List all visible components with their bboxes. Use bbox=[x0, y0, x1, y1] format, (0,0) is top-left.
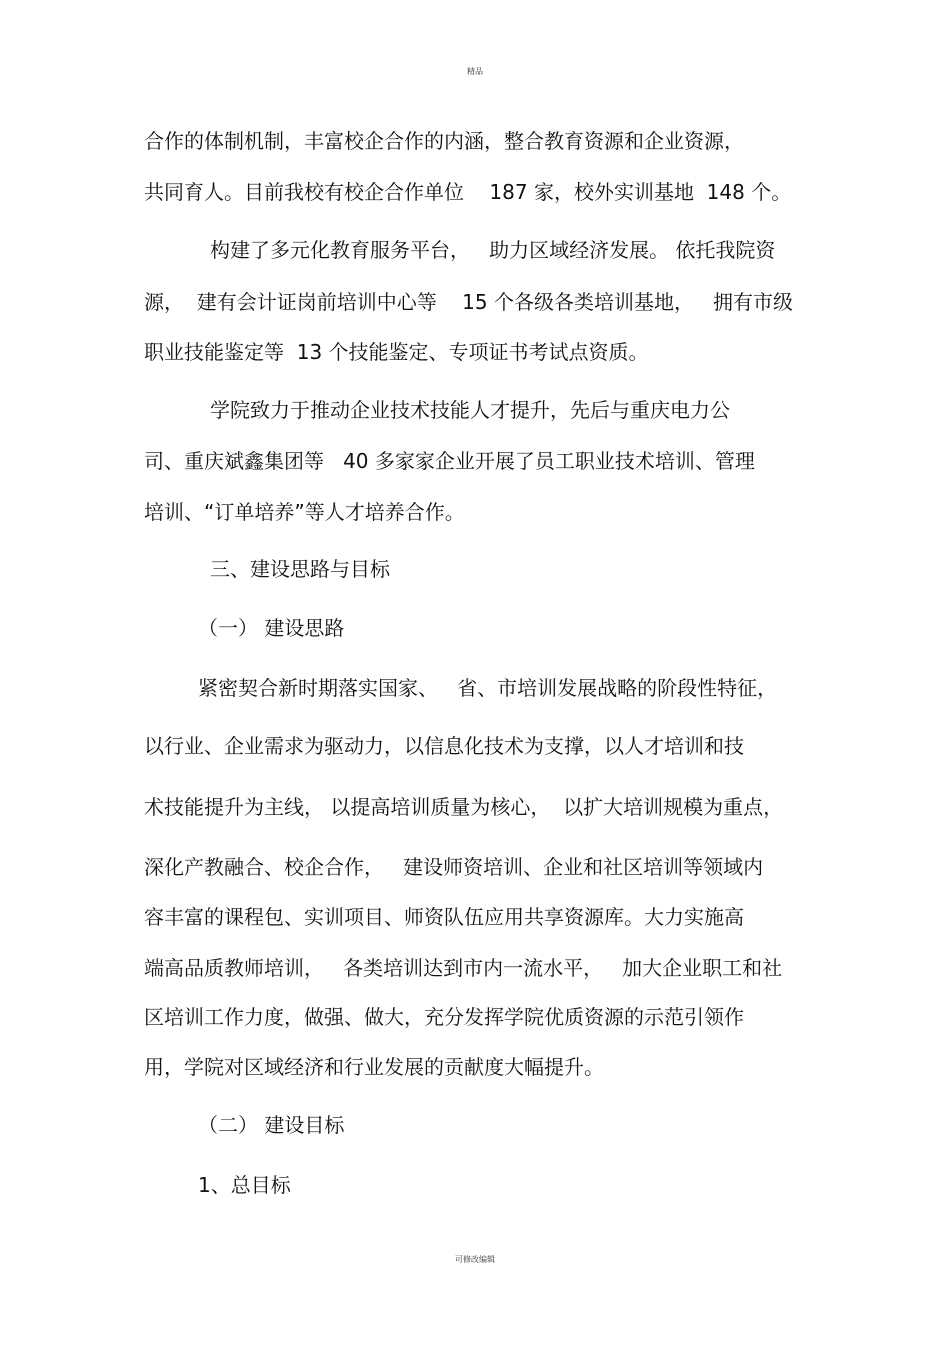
text-line-7: 司、重庆斌鑫集团等 40 多家家企业开展了员工职业技术培训、管理 bbox=[144, 449, 755, 473]
text-line-2: 共同育人。目前我校有校企合作单位 187 家，校外实训基地 148 个。 bbox=[144, 180, 792, 204]
text-line-15: 区培训工作力度，做强、做大，充分发挥学院优质资源的示范引领作 bbox=[144, 1005, 744, 1029]
text-line-11: 术技能提升为主线， 以提高培训质量为核心， 以扩大培训规模为重点， bbox=[144, 795, 784, 819]
text-line-10: 以行业、企业需求为驱动力，以信息化技术为支撑，以人才培训和技 bbox=[144, 734, 744, 758]
text-line-1: 合作的体制机制，丰富校企合作的内涵，整合教育资源和企业资源， bbox=[144, 129, 744, 153]
subsection-heading-2: （二） 建设目标 bbox=[198, 1113, 345, 1137]
text-line-13: 容丰富的课程包、实训项目、师资队伍应用共享资源库。大力实施高 bbox=[144, 905, 744, 929]
text-line-9: 紧密契合新时期落实国家、 省、市培训发展战略的阶段性特征， bbox=[198, 676, 778, 700]
text-line-8: 培训、“订单培养”等人才培养合作。 bbox=[144, 500, 465, 524]
text-line-3: 构建了多元化教育服务平台， 助力区域经济发展。 依托我院资 bbox=[210, 238, 776, 262]
text-line-12: 深化产教融合、校企合作， 建设师资培训、企业和社区培训等领域内 bbox=[144, 855, 764, 879]
item-heading: 1、总目标 bbox=[198, 1173, 291, 1197]
text-line-4: 源， 建有会计证岗前培训中心等 15 个各级各类培训基地， 拥有市级 bbox=[144, 290, 794, 314]
page-header: 精品 bbox=[467, 67, 483, 76]
text-line-6: 学院致力于推动企业技术技能人才提升，先后与重庆电力公 bbox=[210, 398, 730, 422]
page-footer: 可修改编辑 bbox=[455, 1255, 495, 1264]
text-line-16: 用，学院对区域经济和行业发展的贡献度大幅提升。 bbox=[144, 1055, 604, 1079]
text-line-5: 职业技能鉴定等 13 个技能鉴定、专项证书考试点资质。 bbox=[144, 340, 649, 364]
section-heading: 三、建设思路与目标 bbox=[210, 557, 390, 581]
text-line-14: 端高品质教师培训， 各类培训达到市内一流水平， 加大企业职工和社 bbox=[144, 956, 783, 980]
subsection-heading-1: （一） 建设思路 bbox=[198, 616, 345, 640]
